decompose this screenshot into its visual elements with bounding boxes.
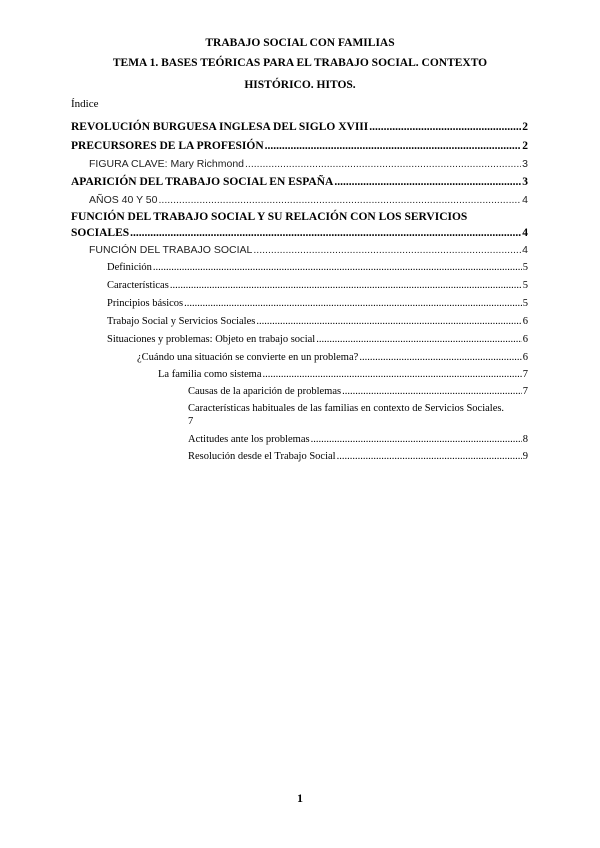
toc-entry-label: Definición: [107, 262, 152, 273]
toc-leader-dots: [337, 448, 522, 465]
toc-page-number: 4: [522, 227, 528, 239]
toc-leader-dots: [253, 242, 521, 259]
toc-leader-dots: [369, 118, 521, 137]
toc-leader-dots: [311, 431, 522, 448]
toc-page-number: 2: [522, 140, 528, 152]
toc-page-number: 8: [522, 434, 528, 445]
toc-entry-label: Resolución desde el Trabajo Social: [188, 451, 336, 462]
toc-leader-dots: [130, 225, 521, 242]
toc-page-number: 3: [522, 176, 528, 188]
toc-page-number: 6: [522, 316, 528, 327]
toc-page-number: 2: [522, 121, 528, 133]
document-title: TRABAJO SOCIAL CON FAMILIAS: [205, 37, 395, 49]
toc-entry-label: Situaciones y problemas: Objeto en trabajo social: [107, 334, 316, 345]
toc-entry-label: AÑOS 40 Y 50: [89, 194, 158, 206]
toc-entry-label-line2: SOCIALES: [71, 227, 130, 239]
toc-page-number: 7: [188, 416, 194, 427]
toc-entry-situaciones-problemas[interactable]: [71, 331, 528, 349]
toc-page-number: 4: [522, 244, 528, 256]
table-of-contents: [71, 118, 528, 465]
toc-entry-aparicion-espana[interactable]: [71, 173, 528, 192]
toc-entry-label: Causas de la aparición de problemas: [188, 386, 342, 397]
toc-entry-figura-clave[interactable]: [71, 156, 528, 173]
toc-entry-label: ¿Cuándo una situación se convierte en un problema?: [137, 352, 359, 363]
toc-entry-causas-aparicion[interactable]: [71, 383, 528, 400]
toc-page-number: 5: [522, 298, 528, 309]
toc-leader-dots: [159, 192, 522, 209]
toc-entry-precursores[interactable]: [71, 137, 528, 156]
toc-entry-cuando-situacion[interactable]: [71, 349, 528, 366]
toc-entry-actitudes[interactable]: [71, 431, 528, 448]
toc-entry-familia-sistema[interactable]: [71, 366, 528, 383]
toc-entry-funcion-trabajo-social[interactable]: [71, 242, 528, 259]
toc-entry-label: APARICIÓN DEL TRABAJO SOCIAL EN ESPAÑA: [71, 176, 334, 188]
toc-entry-label: Características: [107, 280, 169, 291]
toc-page-number: 9: [522, 451, 528, 462]
toc-leader-dots: [170, 277, 522, 295]
toc-entry-resolucion[interactable]: [71, 448, 528, 465]
toc-entry-caracteristicas[interactable]: [71, 277, 528, 295]
toc-page-number: 6: [522, 352, 528, 363]
toc-page-number: 5: [522, 280, 528, 291]
toc-entry-funcion-relacion[interactable]: [71, 209, 528, 242]
index-heading: Índice: [71, 98, 99, 110]
toc-leader-dots: [263, 366, 522, 383]
toc-leader-dots: [265, 137, 522, 156]
toc-entry-caracteristicas-habituales[interactable]: [71, 402, 528, 428]
toc-leader-dots: [184, 295, 522, 313]
toc-leader-dots: [342, 383, 522, 400]
toc-leader-dots: [334, 173, 521, 192]
toc-leader-dots: [153, 259, 522, 277]
toc-entry-label: Trabajo Social y Servicios Sociales: [107, 316, 256, 327]
toc-leader-dots: [245, 156, 521, 173]
toc-entry-label-line1: FUNCIÓN DEL TRABAJO SOCIAL Y SU RELACIÓN CON LOS SERVICIOS: [71, 211, 468, 223]
toc-entry-label: Principios básicos: [107, 298, 184, 309]
toc-entry-label: Características habituales de las familias en contexto de Servicios Sociales.: [188, 403, 505, 414]
toc-entry-principios-basicos[interactable]: [71, 295, 528, 313]
toc-page-number: 3: [522, 158, 528, 170]
toc-leader-dots: [316, 331, 522, 349]
toc-page-number: 5: [522, 262, 528, 273]
toc-entry-label: REVOLUCIÓN BURGUESA INGLESA DEL SIGLO XVIII: [71, 121, 369, 133]
toc-entry-label: Actitudes ante los problemas: [188, 434, 310, 445]
toc-entry-revolucion-burguesa[interactable]: [71, 118, 528, 137]
toc-entry-definicion[interactable]: [71, 259, 528, 277]
toc-page-number: 7: [522, 386, 528, 397]
toc-entry-trabajo-social-servicios[interactable]: [71, 313, 528, 331]
document-subtitle-line2: HISTÓRICO. HITOS.: [244, 79, 356, 91]
toc-leader-dots: [256, 313, 521, 331]
toc-entry-anos-40-50[interactable]: [71, 192, 528, 209]
toc-entry-label: PRECURSORES DE LA PROFESIÓN: [71, 140, 264, 152]
toc-page-number: 4: [522, 194, 528, 206]
toc-page-number: 6: [522, 334, 528, 345]
document-subtitle-line1: TEMA 1. BASES TEÓRICAS PARA EL TRABAJO SOCIAL. CONTEXTO: [112, 57, 488, 69]
toc-entry-label: FIGURA CLAVE: Mary Richmond: [89, 158, 245, 170]
toc-entry-label: La familia como sistema: [158, 369, 262, 380]
page-number: 1: [297, 791, 303, 805]
toc-leader-dots: [359, 349, 521, 366]
toc-entry-label: FUNCIÓN DEL TRABAJO SOCIAL: [89, 244, 253, 256]
toc-page-number: 7: [522, 369, 528, 380]
